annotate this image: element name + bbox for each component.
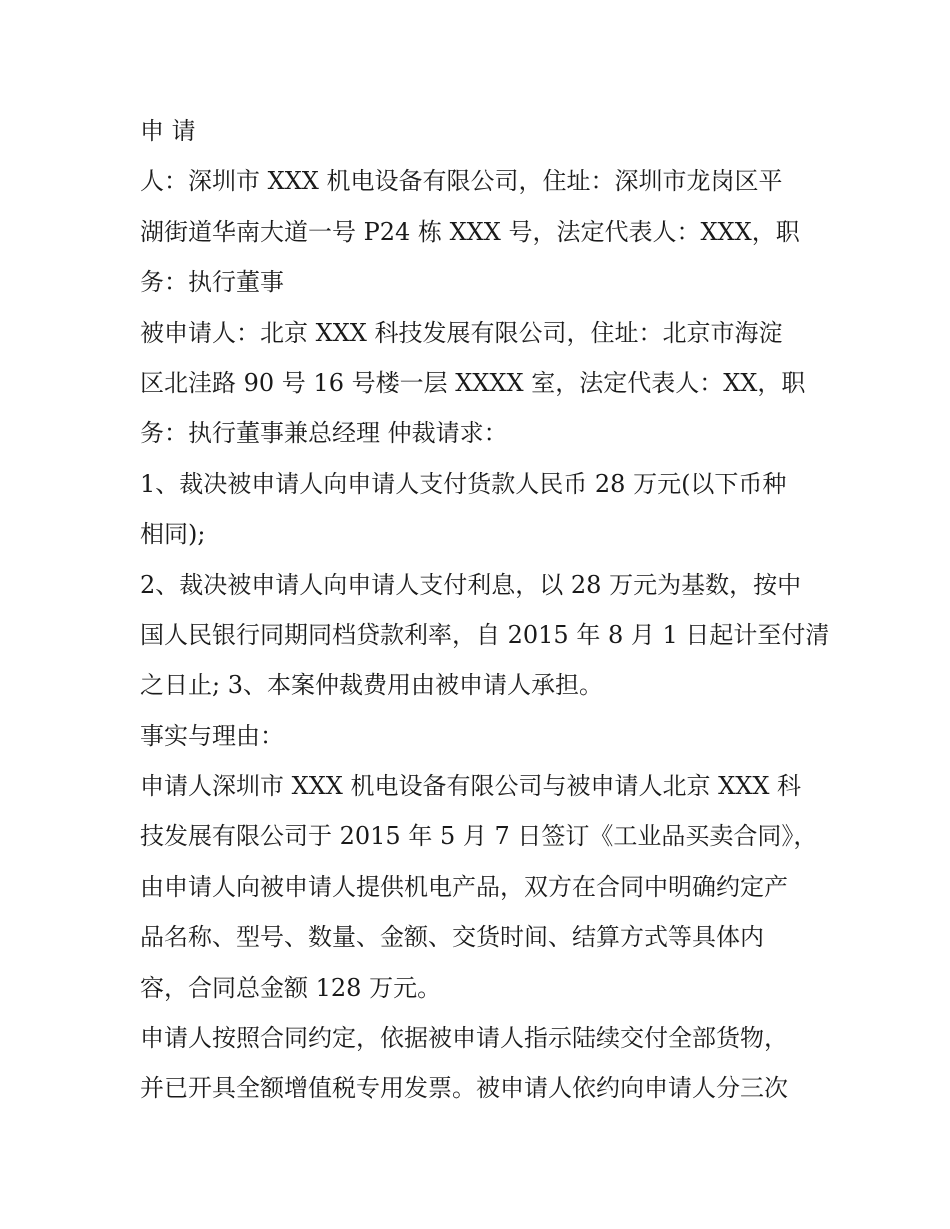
text-line: 务：执行董事 bbox=[140, 268, 284, 297]
text-line: 由申请人向被申请人提供机电产品，双方在合同中明确约定产 bbox=[140, 872, 788, 901]
text-line: 申请人深圳市 XXX 机电设备有限公司与被申请人北京 XXX 科 bbox=[140, 772, 802, 801]
document-body bbox=[140, 106, 830, 1114]
text-line: 1、裁决被申请人向申请人支付货款人民币 28 万元(以下币种 bbox=[140, 469, 787, 498]
text-line: 区北洼路 90 号 16 号楼一层 XXXX 室，法定代表人：XX，职 bbox=[140, 368, 806, 397]
text-line: 被申请人：北京 XXX 科技发展有限公司，住址：北京市海淀 bbox=[140, 318, 783, 347]
text-line: 申请人按照合同约定，依据被申请人指示陆续交付全部货物， bbox=[140, 1024, 788, 1053]
text-line: 务：执行董事兼总经理 仲裁请求： bbox=[140, 419, 508, 448]
text-line: 国人民银行同期同档贷款利率，自 2015 年 8 月 1 日起计至付清 bbox=[140, 620, 830, 649]
text-line: 并已开具全额增值税专用发票。被申请人依约向申请人分三次 bbox=[140, 1074, 788, 1103]
text-line: 品名称、型号、数量、金额、交货时间、结算方式等具体内 bbox=[140, 923, 764, 952]
text-line: 湖街道华南大道一号 P24 栋 XXX 号，法定代表人：XXX，职 bbox=[140, 217, 800, 246]
text-line: 2、裁决被申请人向申请人支付利息，以 28 万元为基数，按中 bbox=[140, 570, 802, 599]
facts-heading: 事实与理由： bbox=[140, 721, 284, 750]
text-line: 相同); bbox=[140, 520, 206, 549]
text-line: 人：深圳市 XXX 机电设备有限公司，住址：深圳市龙岗区平 bbox=[140, 167, 783, 196]
text-line: 之日止; 3、本案仲裁费用由被申请人承担。 bbox=[140, 671, 603, 700]
applicant-heading: 申 请 bbox=[140, 117, 196, 145]
text-line: 技发展有限公司于 2015 年 5 月 7 日签订《工业品买卖合同》， bbox=[140, 822, 818, 851]
text-line: 容，合同总金额 128 万元。 bbox=[140, 973, 442, 1002]
